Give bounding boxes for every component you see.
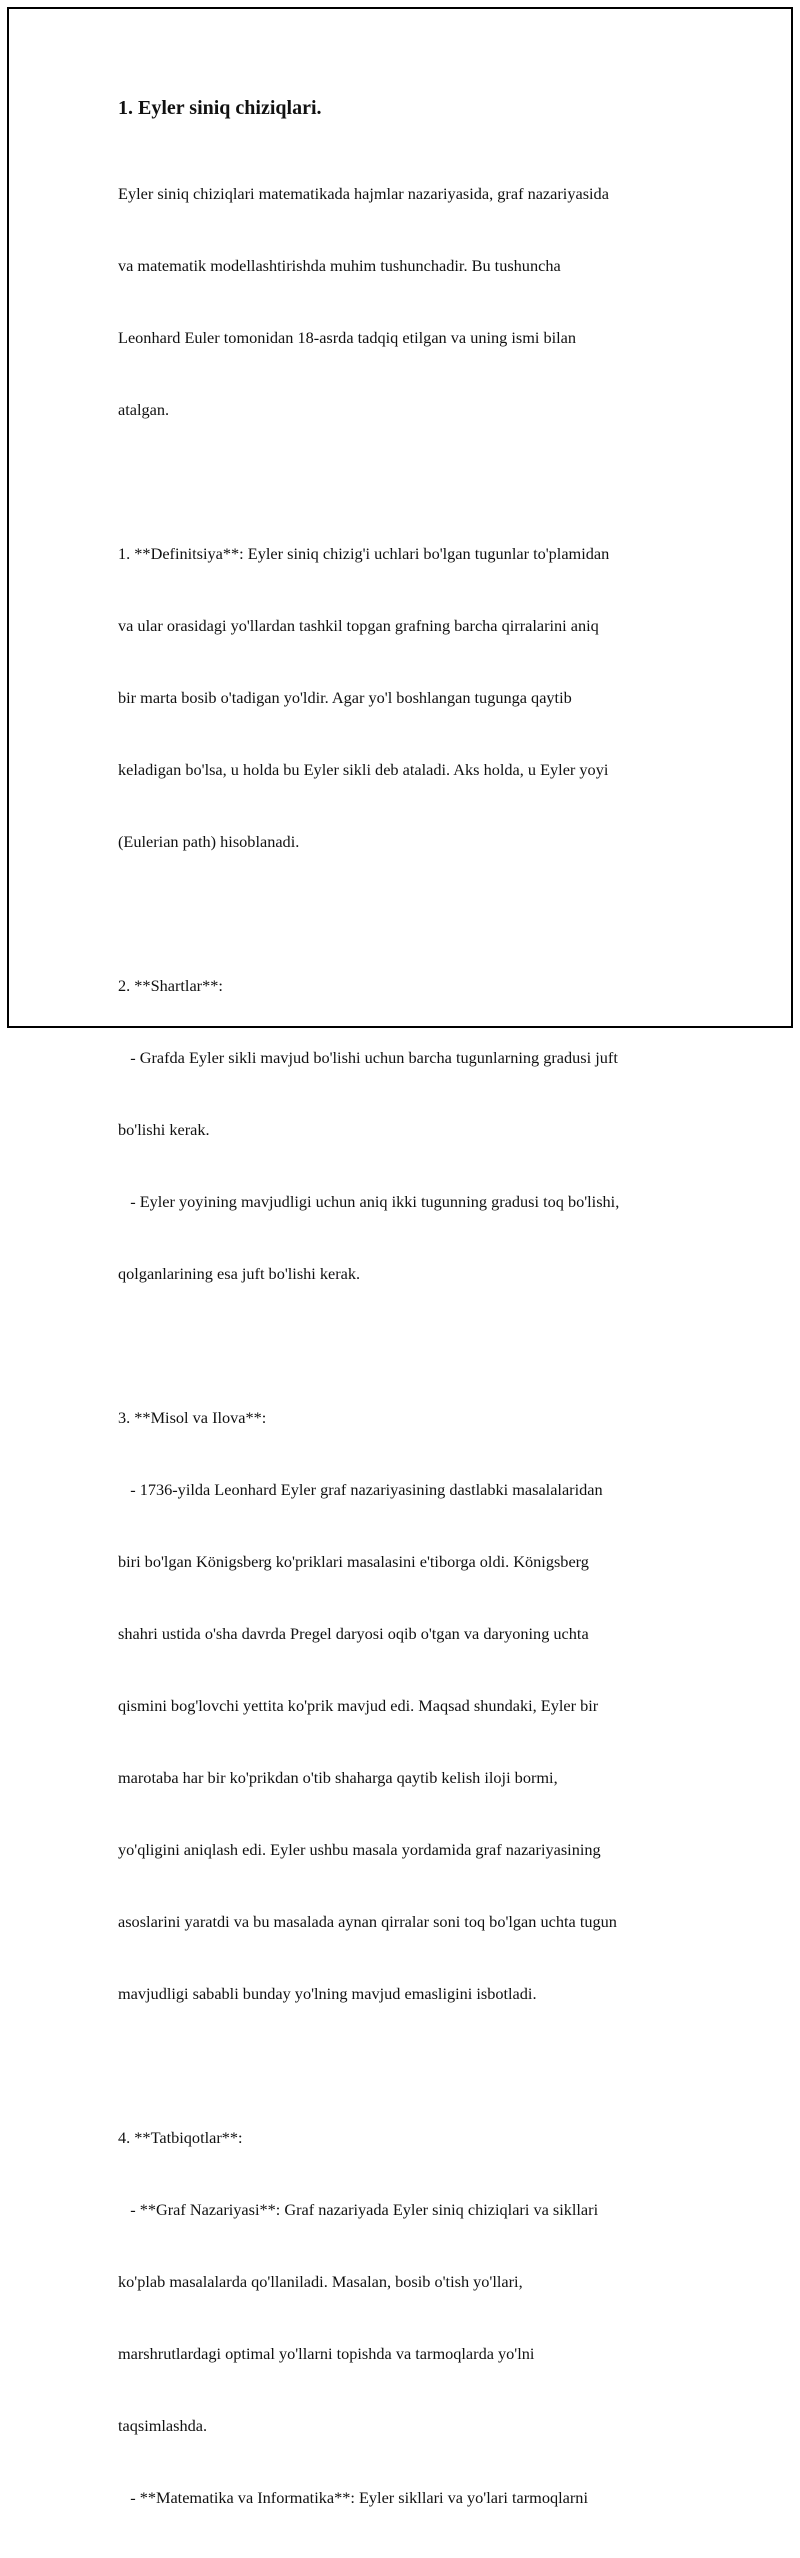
text-line: bo'lishi kerak. xyxy=(118,1120,210,1139)
text-line: - Grafda Eyler sikli mavjud bo'lishi uchun barcha tugunlarning gradusi juft xyxy=(118,1048,618,1067)
document-title: 1. Eyler siniq chiziqlari. xyxy=(118,97,322,119)
text-line: 1. **Definitsiya**: Eyler siniq chizig'i uchlari bo'lgan tugunlar to'plamidan xyxy=(118,544,610,563)
text-line: 4. **Tatbiqotlar**: xyxy=(118,2128,243,2147)
conditions-paragraph xyxy=(118,926,708,1334)
text-line: marshrutlardagi optimal yo'llarni topishda va tarmoqlarda yo'lni xyxy=(118,2344,535,2363)
text-line: taqsimlashda. xyxy=(118,2416,208,2435)
text-line: qismini bog'lovchi yettita ko'prik mavjud edi. Maqsad shundaki, Eyler bir xyxy=(118,1696,599,1715)
example-paragraph xyxy=(118,1358,708,2054)
paragraph-gap xyxy=(118,470,708,494)
text-line: - **Graf Nazariyasi**: Graf nazariyada Eyler siniq chiziqlari va sikllari xyxy=(118,2200,599,2219)
paragraph-gap xyxy=(118,2054,708,2078)
text-line: biri bo'lgan Königsberg ko'priklari masalasini e'tiborga oldi. Königsberg xyxy=(118,1552,589,1571)
applications-paragraph xyxy=(118,2078,708,2558)
text-line: - Eyler yoyining mavjudligi uchun aniq ikki tugunning gradusi toq bo'lishi, xyxy=(118,1192,620,1211)
text-line: 3. **Misol va Ilova**: xyxy=(118,1408,267,1427)
text-line: - **Matematika va Informatika**: Eyler sikllari va yo'lari tarmoqlarni xyxy=(118,2488,588,2507)
text-line: shahri ustida o'sha davrda Pregel daryosi oqib o'tgan va daryoning uchta xyxy=(118,1624,589,1643)
text-line: qolganlarining esa juft bo'lishi kerak. xyxy=(118,1264,361,1283)
document-body xyxy=(118,94,708,2558)
text-line: keladigan bo'lsa, u holda bu Eyler sikli deb ataladi. Aks holda, u Eyler yoyi xyxy=(118,760,609,779)
text-line: bir marta bosib o'tadigan yo'ldir. Agar yo'l boshlangan tugunga qaytib xyxy=(118,688,572,707)
text-line: Leonhard Euler tomonidan 18-asrda tadqiq etilgan va uning ismi bilan xyxy=(118,328,577,347)
text-line: yo'qligini aniqlash edi. Eyler ushbu masala yordamida graf nazariyasining xyxy=(118,1840,601,1859)
text-line: atalgan. xyxy=(118,400,170,419)
text-line: asoslarini yaratdi va bu masalada aynan qirralar soni toq bo'lgan uchta tugun xyxy=(118,1912,617,1931)
text-line: marotaba har bir ko'prikdan o'tib shaharga qaytib kelish iloji bormi, xyxy=(118,1768,558,1787)
paragraph-gap xyxy=(118,1334,708,1358)
intro-paragraph xyxy=(118,134,708,470)
text-line: 2. **Shartlar**: xyxy=(118,976,223,995)
text-line: va matematik modellashtirishda muhim tushunchadir. Bu tushuncha xyxy=(118,256,561,275)
paragraph-gap xyxy=(118,902,708,926)
text-line: (Eulerian path) hisoblanadi. xyxy=(118,832,300,851)
text-line: ko'plab masalalarda qo'llaniladi. Masalan, bosib o'tish yo'llari, xyxy=(118,2272,523,2291)
text-line: Eyler siniq chiziqlari matematikada hajmlar nazariyasida, graf nazariyasida xyxy=(118,184,609,203)
text-line: va ular orasidagi yo'llardan tashkil topgan grafning barcha qirralarini aniq xyxy=(118,616,599,635)
text-line: - 1736-yilda Leonhard Eyler graf nazariyasining dastlabki masalalaridan xyxy=(118,1480,603,1499)
definition-paragraph xyxy=(118,494,708,902)
text-line: mavjudligi sababli bunday yo'lning mavjud emasligini isbotladi. xyxy=(118,1984,537,2003)
